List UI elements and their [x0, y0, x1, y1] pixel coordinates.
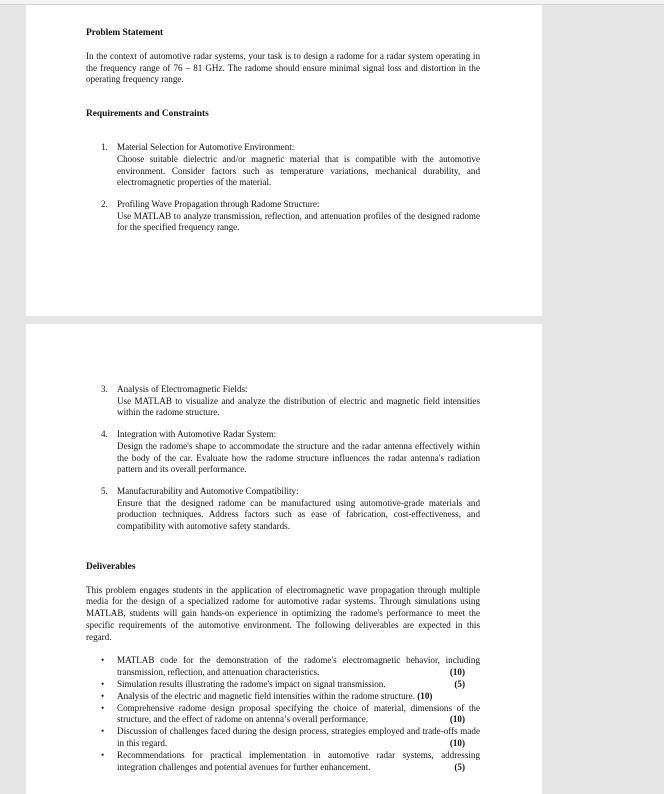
problem-statement-body: In the context of automotive radar systems, your task is to design a radome for a radar system operating in the frequency range of 76 – 81 GHz. The radome should ensure minimal signal loss and distortion in the operating frequency range.: [86, 51, 480, 85]
deliverable-item: [86, 691, 480, 703]
deliverable-marks: (5): [454, 761, 465, 772]
deliverable-text: Simulation results illustrating the radome's impact on signal transmission.: [117, 678, 386, 689]
deliverable-text: [117, 691, 480, 703]
requirement-item: [86, 486, 480, 533]
deliverable-marks: (10): [417, 690, 433, 701]
deliverable-marks: (5): [454, 678, 465, 689]
deliverable-item: [86, 679, 480, 691]
deliverable-text-inline: Analysis of the electric and magnetic field intensities within the radome structure.: [117, 690, 415, 701]
requirement-description: Ensure that the designed radome can be manufactured using automotive-grade materials and production techniques. Address factors such as ease of fabrication, cost-effectiveness, and compatibility with automotive safety standards.: [117, 497, 480, 532]
deliverable-item: [86, 655, 480, 678]
problem-statement-heading: Problem Statement: [86, 28, 164, 38]
deliverables-heading: Deliverables: [86, 561, 136, 572]
deliverables-list: [86, 655, 480, 773]
bullet-icon: •: [101, 655, 105, 666]
deliverable-item: [86, 703, 480, 726]
requirements-heading: Requirements and Constraints: [86, 109, 209, 120]
requirements-list-part-2: [86, 384, 480, 533]
deliverable-item: [86, 750, 480, 773]
requirement-description: Use MATLAB to analyze transmission, reflection, and attenuation profiles of the designed radome for the specified frequency range.: [117, 210, 480, 233]
page-1-content: [86, 27, 480, 244]
requirement-description: Use MATLAB to visualize and analyze the distribution of electric and magnetic field intensities within the radome structure.: [117, 395, 480, 418]
requirement-number: 2.: [101, 198, 108, 209]
requirement-item: [86, 384, 480, 419]
requirement-item: [86, 142, 480, 189]
requirement-number: 3.: [101, 384, 108, 394]
requirement-description: Choose suitable dielectric and/or magnetic material that is compatible with the automotive environment. Consider factors such as temperature variations, mechanical durability, and electromagnetic properties of the material.: [117, 153, 480, 188]
requirements-list-part-1: [86, 142, 480, 234]
deliverable-text: Discussion of challenges faced during the design process, strategies employed and trade-offs made in this regard.: [117, 726, 480, 748]
bullet-icon: •: [101, 702, 105, 713]
deliverable-marks: (10): [449, 666, 465, 677]
requirement-title: Analysis of Electromagnetic Fields:: [117, 384, 248, 394]
deliverable-text: MATLAB code for the demonstration of the radome's electromagnetic behavior, including transmission, reflection, and attenuation characteristics.: [117, 655, 480, 677]
deliverable-text: Comprehensive radome design proposal specifying the choice of material, dimensions of the structure, and the effect of radome on antenna’s overall performance.: [117, 702, 480, 725]
requirement-title: Integration with Automotive Radar System:: [117, 429, 277, 440]
bullet-icon: •: [101, 749, 105, 760]
deliverable-text: Recommendations for practical implementation in automotive radar systems, addressing integration challenges and potential avenues for further enhancement.: [117, 749, 480, 772]
deliverable-item: [86, 726, 480, 749]
requirement-title: Manufacturability and Automotive Compatibility:: [117, 485, 299, 496]
bullet-icon: •: [101, 726, 105, 737]
deliverable-marks: (10): [449, 714, 465, 725]
requirement-number: 1.: [101, 142, 108, 153]
requirement-number: 5.: [101, 485, 108, 496]
requirement-title: Profiling Wave Propagation through Radome Structure:: [117, 198, 320, 209]
requirement-item: [86, 429, 480, 476]
bullet-icon: •: [101, 690, 105, 701]
deliverable-marks: (10): [449, 737, 465, 748]
document-page-2: [26, 324, 542, 794]
deliverables-body: This problem engages students in the application of electromagnetic wave propagation through multiple media for the design of a specialized radome for automotive radar systems. Through simulations using MATLAB, students will gain hands-on experience in optimizing the radome's performance to meet the specific requirements of the automotive environment. The following deliverables are expected in this regard.: [86, 584, 480, 642]
requirement-item: [86, 199, 480, 234]
page-2-content: [86, 384, 480, 773]
document-page-1: [26, 5, 542, 316]
bullet-icon: •: [101, 678, 105, 689]
requirement-title: Material Selection for Automotive Environment:: [117, 142, 295, 153]
requirement-description: Design the radome's shape to accommodate the structure and the radar antenna effectively within the body of the car. Evaluate how the radome structure influences the radar antenna's radiation pattern and its overall performance.: [117, 440, 480, 475]
requirement-number: 4.: [101, 429, 108, 440]
